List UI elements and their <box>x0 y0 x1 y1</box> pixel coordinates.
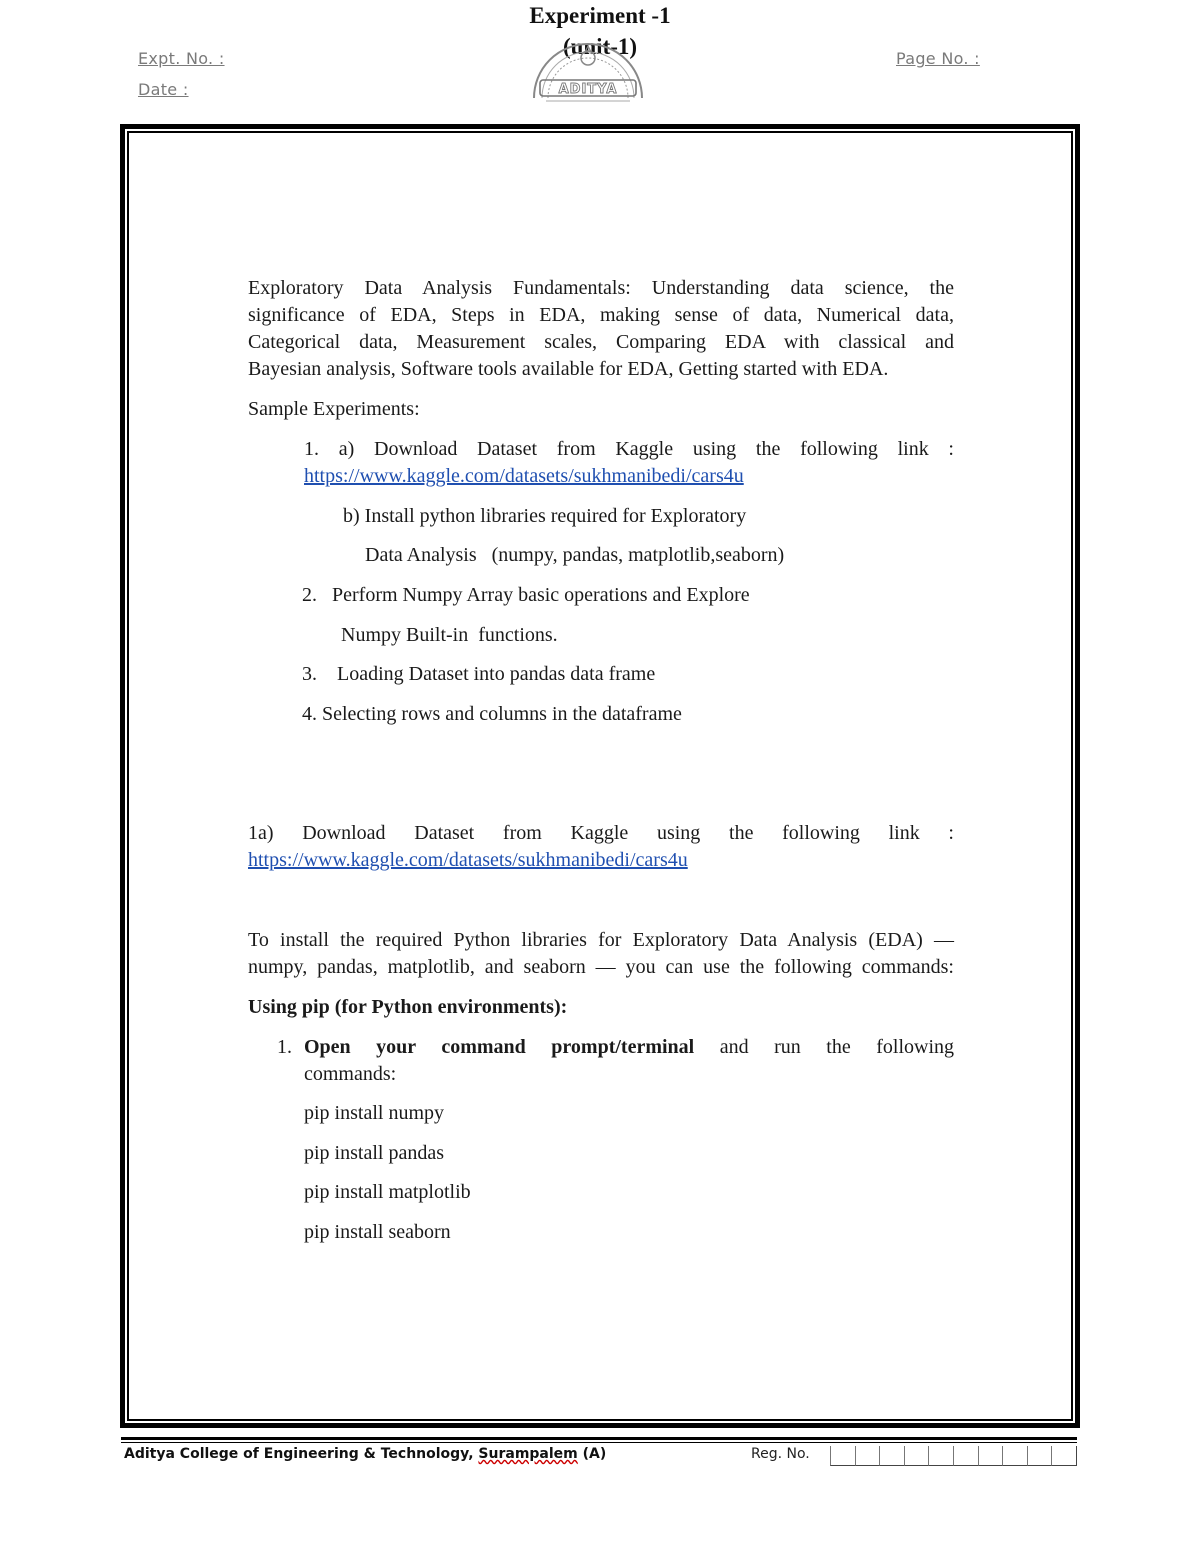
logo-text: ADITYA <box>558 82 618 97</box>
sample-item-1b: b) Install python libraries required for Exploratory <box>343 505 747 527</box>
footer-rule-thick <box>121 1437 1077 1440</box>
footer-reg-label: Reg. No. <box>751 1446 810 1462</box>
reg-box <box>904 1446 929 1466</box>
sample-item-2-cont: Numpy Built-in functions. <box>341 624 558 646</box>
reg-box <box>953 1446 978 1466</box>
intro-line2: significance of EDA, Steps in EDA, making sense of data, Numerical data, <box>248 304 954 326</box>
college-crest-icon <box>526 40 650 106</box>
reg-box <box>830 1446 855 1466</box>
install-heading: Using pip (for Python environments): <box>248 996 568 1018</box>
sample-item-1b-cont: Data Analysis (numpy, pandas, matplotlib,seaborn) <box>365 544 785 566</box>
reg-box <box>1051 1446 1076 1466</box>
footer-rule-thin <box>121 1442 1077 1443</box>
section-1a-link[interactable]: https://www.kaggle.com/datasets/sukhmanibedi/cars4u <box>248 849 688 871</box>
intro-line1: Exploratory Data Analysis Fundamentals: Understanding data science, the <box>248 277 954 299</box>
pip-command-pandas: pip install pandas <box>304 1142 444 1164</box>
reg-box <box>879 1446 904 1466</box>
reg-box <box>855 1446 880 1466</box>
install-line1: To install the required Python libraries for Exploratory Data Analysis (EDA) — <box>248 929 954 951</box>
reg-box <box>1027 1446 1052 1466</box>
date-label: Date : <box>138 80 189 99</box>
reg-box <box>1002 1446 1027 1466</box>
install-line2: numpy, pandas, matplotlib, and seaborn — you can use the following commands: <box>248 956 954 978</box>
section-1a-text: 1a) Download Dataset from Kaggle using the following link : <box>248 822 954 844</box>
page-no-label: Page No. : <box>896 49 980 68</box>
title-line2: (unit-1) <box>562 34 638 59</box>
sample-heading: Sample Experiments: <box>248 398 420 420</box>
expt-no-label: Expt. No. : <box>138 49 225 68</box>
install-step-line <box>304 1034 954 1061</box>
pip-command-numpy: pip install numpy <box>304 1102 444 1124</box>
pip-command-seaborn: pip install seaborn <box>304 1221 451 1243</box>
install-step-rest: and run the following <box>719 1036 955 1058</box>
sample-item-1a: 1. a) Download Dataset from Kaggle using the following link : <box>304 438 954 460</box>
reg-box <box>928 1446 953 1466</box>
sample-item-2: 2. Perform Numpy Array basic operations and Explore <box>302 584 750 606</box>
install-step-number: 1. <box>277 1036 292 1058</box>
sample-item-1a-link[interactable]: https://www.kaggle.com/datasets/sukhmanibedi/cars4u <box>304 465 744 487</box>
sample-item-4: 4. Selecting rows and columns in the dataframe <box>302 703 682 725</box>
reg-no-boxes <box>830 1446 1077 1466</box>
title-line1: Experiment -1 <box>529 3 671 28</box>
footer-college-name: Aditya College of Engineering & Technology, Surampalem (A) <box>124 1446 607 1462</box>
install-step-bold: Open your command prompt/terminal <box>304 1036 695 1058</box>
intro-line3: Categorical data, Measurement scales, Comparing EDA with classical and <box>248 331 954 353</box>
install-step-cont: commands: <box>304 1063 397 1085</box>
reg-box <box>978 1446 1003 1466</box>
pip-command-matplotlib: pip install matplotlib <box>304 1181 471 1203</box>
intro-line4: Bayesian analysis, Software tools available for EDA, Getting started with EDA. <box>248 358 889 380</box>
sample-item-3: 3. Loading Dataset into pandas data frame <box>302 663 656 685</box>
